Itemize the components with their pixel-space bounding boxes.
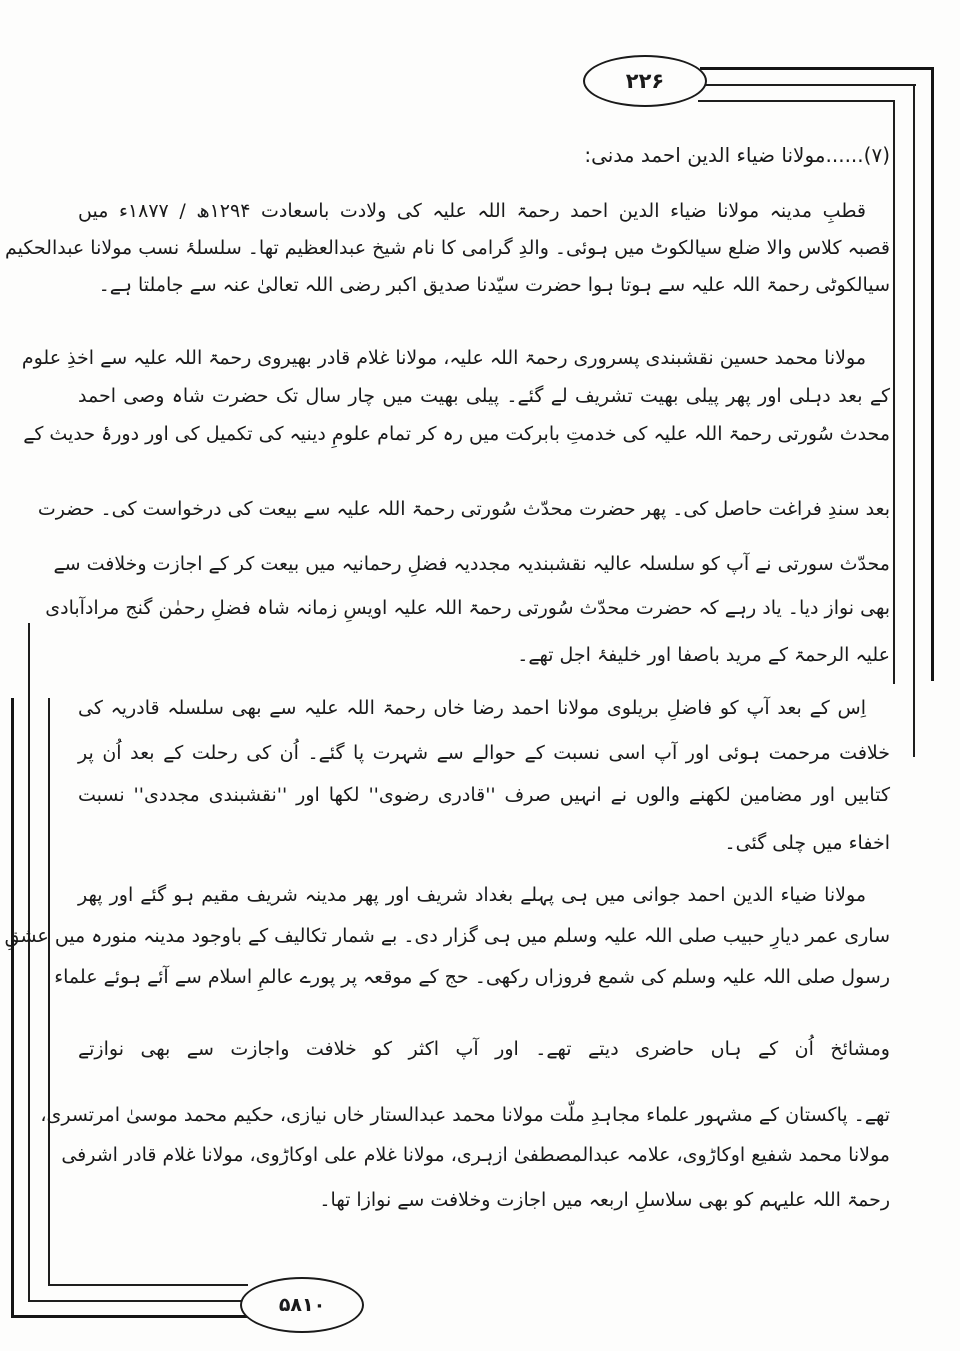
frame-right-middle-v: [913, 84, 915, 757]
paragraph-2-line-7: علیہ الرحمۃ کے مرید باصفا اور خلیفۂ اجل تھے۔: [517, 644, 890, 666]
paragraph-2-line-3: محدث سُورتی رحمۃ اللہ علیہ کی خدمتِ بابرکت میں رہ کر تمام علومِ دینیہ کی تکمیل کی اور دورۂ حدیث کے: [23, 423, 890, 445]
paragraph-2-line-4: بعد سندِ فراغت حاصل کی۔ پھر حضرت محدّث سُورتی رحمۃ اللہ علیہ سے بیعت کی درخواست کی۔ حضرت: [37, 498, 890, 520]
frame-top-outer-h: [700, 67, 934, 70]
paragraph-4-line-4: ومشائخ اُن کے ہاں حاضری دیتے تھے۔ اور آپ اکثر کو خلافت واجازت سے بھی نوازتے: [78, 1038, 890, 1060]
paragraph-2-line-2: کے بعد دہلی اور پھر پیلی بھیت تشریف لے گئے۔ پیلی بھیت میں چار سال تک حضرت شاہ وصی احمد: [78, 385, 890, 407]
paragraph-4-line-7: رحمۃ اللہ علیہم کو بھی سلاسلِ اربعہ میں اجازت وخلافت سے نوازا تھا۔: [319, 1189, 890, 1211]
frame-right-outer-v: [931, 67, 934, 681]
section-title: (۷)......مولانا ضیاء الدین احمد مدنی:: [584, 143, 890, 167]
frame-left-inner-v: [48, 698, 50, 1284]
frame-right-inner-v: [893, 100, 895, 684]
paragraph-2-line-1: مولانا محمد حسین نقشبندی پسروری رحمۃ اللہ علیہ، مولانا غلام قادر بھیروی رحمۃ اللہ علیہ سے اخذِ علوم: [21, 347, 866, 369]
paragraph-3-line-2: خلافت مرحمت ہوئی اور آپ اسی نسبت کے حوالے سے شہرت پا گئے۔ اُن کی رحلت کے بعد اُن پر: [78, 742, 890, 764]
page-number-bottom: ۵۸۱۰: [240, 1277, 364, 1333]
frame-bottom-inner-h: [48, 1284, 248, 1286]
frame-top-inner-h: [698, 100, 895, 102]
paragraph-1-line-3: سیالکوٹی رحمۃ اللہ علیہ سے ہوتا ہوا حضرت سیّدنا صدیق اکبر رضی اللہ تعالیٰ عنہ سے جاملتا ہے۔: [98, 274, 890, 296]
paragraph-3-line-4: اخفاء میں چلی گئی۔: [724, 832, 890, 854]
frame-left-middle-v: [28, 623, 30, 1302]
page-number-top: ۲۲۶: [583, 55, 707, 107]
paragraph-1-line-2: قصبہ کلاس والا ضلع سیالکوٹ میں ہوئی۔ والدِ گرامی کا نام شیخ عبدالعظیم تھا۔ سلسلۂ نسب مولانا عبدالحکیم: [5, 237, 890, 259]
frame-left-outer-v: [11, 698, 14, 1317]
paragraph-4-line-5: تھے۔ پاکستان کے مشہور علماء مجاہدِ ملّت مولانا محمد عبدالستار خاں نیازی، حکیم محمد موسیٰ امرتسری،: [40, 1104, 890, 1126]
paragraph-2-line-5: محدّث سورتی نے آپ کو سلسلہ عالیہ نقشبندیہ مجددیہ فضلِ رحمانیہ میں بیعت کر کے اجازت وخلافت سے: [53, 553, 890, 575]
frame-bottom-outer-h: [11, 1315, 251, 1318]
frame-top-middle-h: [702, 84, 916, 86]
paragraph-3-line-3: کتابیں اور مضامین لکھنے والوں نے انہیں صرف ''قادری رضوی'' لکھا اور ''نقشبندی مجددی'' نسبت: [78, 784, 890, 806]
paragraph-4-line-3: رسول صلی اللہ علیہ وسلم کی شمع فروزاں رکھی۔ حج کے موقعہ پر پورے عالمِ اسلام سے آئے ہوئے علماء: [54, 966, 890, 988]
paragraph-4-line-6: مولانا محمد شفیع اوکاڑوی، علامہ عبدالمصطفیٰ ازہری، مولانا غلام علی اوکاڑوی، مولانا غلام قادر اشرفی: [61, 1144, 890, 1166]
paragraph-1-line-1: قطبِ مدینہ مولانا ضیاء الدین احمد رحمۃ اللہ علیہ کی ولادت باسعادت ۱۲۹۴ھ / ۱۸۷۷ء میں: [78, 200, 866, 222]
paragraph-4-line-2: ساری عمر دیارِ حبیب صلی اللہ علیہ وسلم میں ہی گزار دی۔ بے شمار تکالیف کے باوجود مدینہ منورہ میں عشقِ: [4, 925, 890, 947]
paragraph-2-line-6: بھی نواز دیا۔ یاد رہے کہ حضرت محدّث سُورتی رحمۃ اللہ علیہ اویسِ زمانہ شاہ فضلِ رحمٰن گنج مرادآبادی: [45, 597, 890, 619]
frame-bottom-middle-h: [28, 1300, 243, 1302]
paragraph-3-line-1: اِس کے بعد آپ کو فاضلِ بریلوی مولانا احمد رضا خاں رحمۃ اللہ علیہ سے بھی سلسلہ قادریہ کی: [78, 697, 866, 719]
paragraph-4-line-1: مولانا ضیاء الدین احمد جوانی میں ہی پہلے بغداد شریف اور پھر مدینہ شریف مقیم ہو گئے اور پھر: [78, 884, 866, 906]
